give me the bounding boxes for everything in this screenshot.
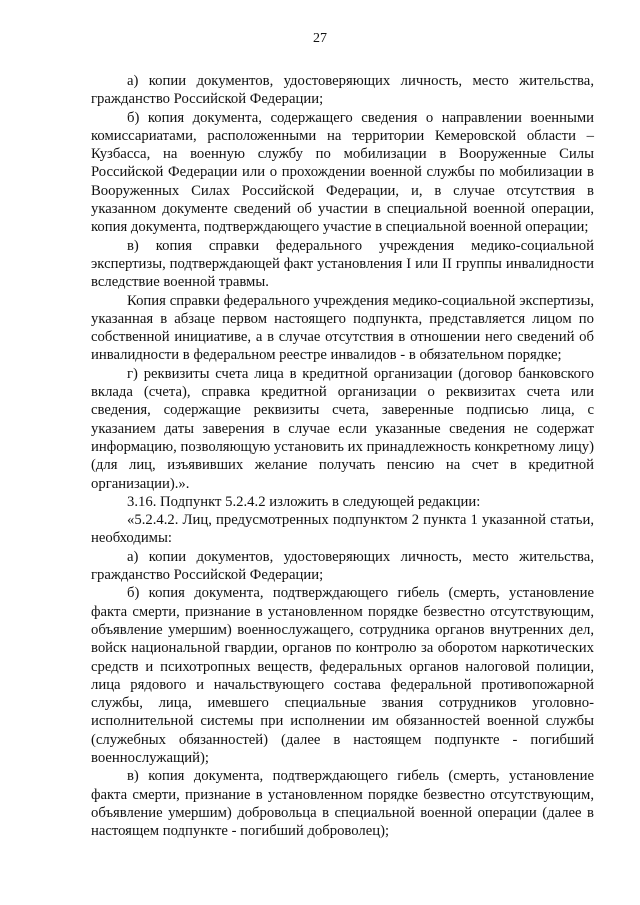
page-number: 27 bbox=[313, 31, 327, 46]
paragraph-v-death-volunteer: в) копия документа, подтверждающего гибель (смерть, установление факта смерти, признание в установленном порядке безвестно отсутствующим, объявление умершим) добровольца в специальной военной операции (далее в настоящем подпункте - погибший доброволец); bbox=[91, 768, 594, 840]
paragraph-g-bank-details: г) реквизиты счета лица в кредитной организации (договор банковского вклада (счета), справка кредитной организации о реквизитах счета или сведения, содержащие реквизиты счета, заверенные подписью лица, с указанием даты заверения в случае если указанные сведения не содержат информацию, позволяющую установить их принадлежность конкретному лицу) (для лиц, изъявивших желание получать пенсию на счет в кредитной организации).». bbox=[91, 365, 594, 492]
paragraph-a-identity-docs: а) копии документов, удостоверяющих личность, место жительства, гражданство Российской Федерации; bbox=[91, 73, 594, 108]
paragraph-a-identity-docs-2: а) копии документов, удостоверяющих личность, место жительства, гражданство Российской Федерации; bbox=[91, 548, 594, 584]
paragraph-5-2-4-2-intro: «5.2.4.2. Лиц, предусмотренных подпунктом 2 пункта 1 указанной статьи, необходимы: bbox=[91, 512, 594, 547]
paragraph-amendment-3-16: 3.16. Подпункт 5.2.4.2 изложить в следующей редакции: bbox=[127, 493, 481, 510]
paragraph-b-mobilization-docs: б) копия документа, содержащего сведения о направлении военными комиссариатами, расположенными на территории Кемеровской области – Кузбасса, на военную службу по мобилизации в Вооруженные Силы Российской Федерации или о прохождении военной службы по мобилизации в Вооруженных Силах Российской Федерации, и, в случае отсутствия в указанном документе сведений об участии в специальной военной операции, копия документа, подтверждающего участие в специальной военной операции; bbox=[91, 109, 594, 236]
paragraph-disability-certificate-note: Копия справки федерального учреждения медико-социальной экспертизы, указанная в абзаце первом настоящего подпункта, представляется лицом по собственной инициативе, а в случае отсутствия в отношении него сведений об инвалидности в федеральном реестре инвалидов - в обязательном порядке; bbox=[91, 292, 594, 364]
paragraph-v-disability-certificate: в) копия справки федерального учреждения медико-социальной экспертизы, подтверждающей факт установления I или II группы инвалидности вследствие военной травмы. bbox=[91, 237, 594, 291]
paragraph-b-death-serviceman: б) копия документа, подтверждающего гибель (смерть, установление факта смерти, признание в установленном порядке безвестно отсутствующим, объявление умершим) военнослужащего, сотрудника органов внутренних дел, войск национальной гвардии, органов по контролю за оборотом наркотических средств и психотропных веществ, федеральных органов налоговой полиции, лица рядового и начальствующего состава федеральной противопожарной службы, лица, имевшего специальные звания сотрудников уголовно-исполнительной системы при исполнении им обязанностей военной службы (служебных обязанностей) (далее в настоящем подпункте - погибший военнослужащий); bbox=[91, 585, 594, 766]
document-body bbox=[91, 72, 594, 840]
